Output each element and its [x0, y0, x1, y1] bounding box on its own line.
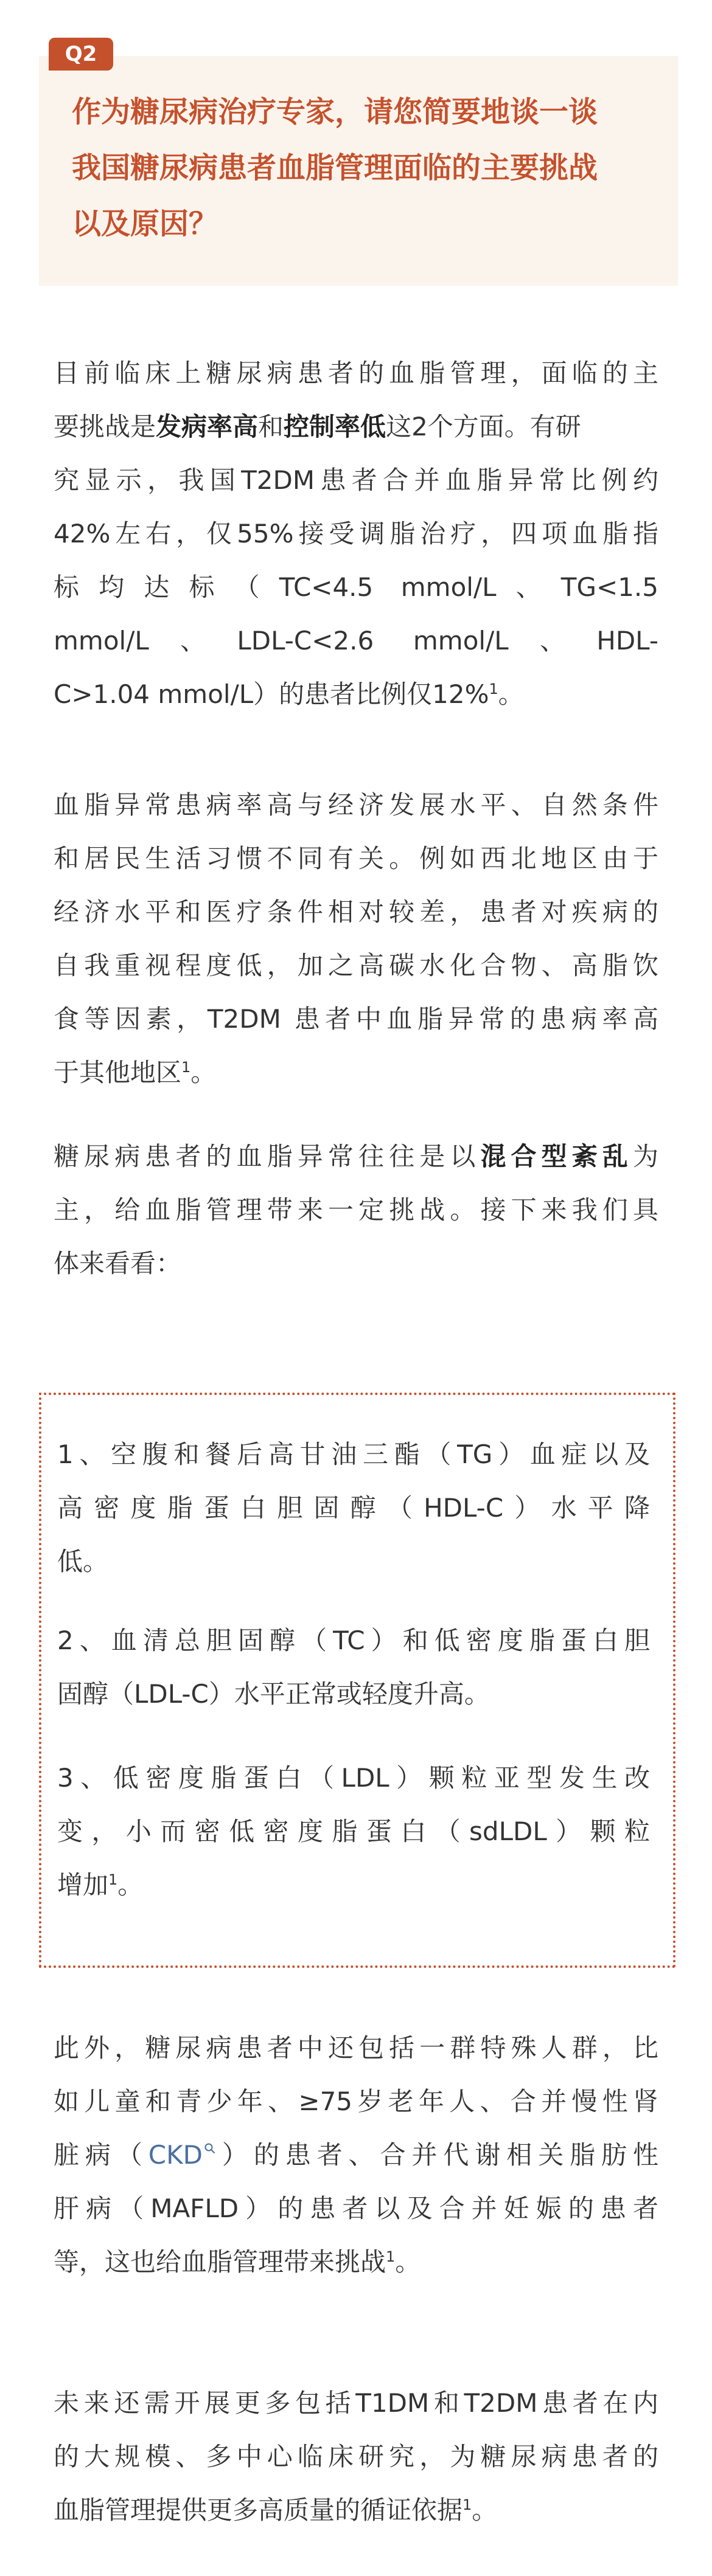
- text-line: 高密度脂蛋白胆固醇（HDL-C）水平降: [57, 1493, 650, 1523]
- text-line: [54, 1130, 658, 1183]
- text-line: 食等因素，T2DM 患者中血脂异常的患病率高: [54, 1004, 658, 1034]
- text-span: 糖尿病患者的血脂异常往往是以: [54, 1141, 481, 1171]
- paragraph-causes: [54, 778, 658, 1099]
- box-item-3: [57, 1751, 650, 1912]
- citation-marker: 1: [462, 2496, 472, 2513]
- text-span: ）的患者、合并代谢相关脂肪性: [216, 2140, 658, 2170]
- question-line: 我国糖尿病患者血脂管理面临的主要挑战: [72, 151, 598, 185]
- text-span: 等，这也给血脂管理带来挑战: [54, 2247, 386, 2277]
- text-line: 低。: [57, 1546, 109, 1576]
- search-icon[interactable]: [204, 2142, 216, 2155]
- text-span: C>1.04 mmol/L）的患者比例仅12%: [54, 679, 489, 709]
- ckd-search-link[interactable]: [148, 2140, 216, 2170]
- text-span: 于其他地区: [54, 1058, 182, 1087]
- question-title: [72, 84, 656, 252]
- text-line: 42%左右，仅55%接受调脂治疗，四项血脂指: [54, 519, 658, 549]
- text-line: 目前临床上糖尿病患者的血脂管理，面临的主: [54, 358, 658, 388]
- question-line: 以及原因？: [72, 207, 218, 241]
- text-span: 。: [395, 2247, 421, 2277]
- text-span: 。: [117, 1870, 144, 1900]
- text-line: [54, 2235, 658, 2289]
- box-item-1: [57, 1428, 650, 1588]
- emphasis-text: 发病率高: [156, 412, 259, 441]
- text-line: 1、空腹和餐后高甘油三酯（TG）血症以及: [57, 1439, 650, 1469]
- question-badge: Q2: [49, 38, 113, 71]
- text-line: 主，给血脂管理带来一定挑战。接下来我们具: [54, 1195, 658, 1225]
- text-line: [54, 2484, 658, 2537]
- text-span: 。: [498, 679, 524, 709]
- text-span: 和: [258, 412, 284, 441]
- text-span: 要挑战是: [54, 412, 156, 441]
- text-line: [54, 2128, 658, 2182]
- text-span: 为: [632, 1141, 658, 1171]
- citation-marker: 1: [181, 1059, 191, 1076]
- question-line: 作为糖尿病治疗专家，请您简要地谈一谈: [72, 95, 598, 129]
- text-span: 脏病（: [54, 2140, 148, 2170]
- text-line: 究显示，我国T2DM患者合并血脂异常比例约: [54, 465, 658, 495]
- paragraph-challenges: [54, 347, 658, 721]
- text-line: 自我重视程度低，加之高碳水化合物、高脂饮: [54, 950, 658, 980]
- text-line: 的大规模、多中心临床研究，为糖尿病患者的: [54, 2442, 658, 2471]
- paragraph-special-groups: [54, 2021, 658, 2289]
- paragraph-mixed-type: [54, 1130, 658, 1290]
- box-item-2: [57, 1614, 650, 1721]
- emphasis-text: 控制率低: [284, 412, 386, 441]
- text-line: 未来还需开展更多包括T1DM和T2DM患者在内: [54, 2388, 658, 2418]
- text-line: 变，小而密低密度脂蛋白（sdLDL）颗粒: [57, 1816, 650, 1846]
- text-line: 经济水平和医疗条件相对较差，患者对疾病的: [54, 897, 658, 927]
- text-line: 3、低密度脂蛋白（LDL）颗粒亚型发生改: [57, 1763, 650, 1793]
- text-line: 标均达标（TC<4.5 mmol/L、TG<1.5: [54, 572, 658, 602]
- text-line: 固醇（LDL-C）水平正常或轻度升高。: [57, 1679, 490, 1709]
- text-line: 体来看看：: [54, 1248, 182, 1278]
- text-span: 增加: [57, 1870, 109, 1900]
- text-line: 此外，糖尿病患者中还包括一群特殊人群，比: [54, 2033, 658, 2063]
- text-line: 血脂异常患病率高与经济发展水平、自然条件: [54, 790, 658, 820]
- text-line: [57, 1858, 650, 1912]
- text-line: [54, 400, 658, 454]
- text-line: mmol/L、LDL-C<2.6 mmol/L、HDL-: [54, 626, 658, 656]
- text-span: 。: [190, 1058, 217, 1087]
- emphasis-text: 混合型紊乱: [480, 1141, 633, 1171]
- text-line: 和居民生活习惯不同有关。例如西北地区由于: [54, 843, 658, 873]
- citation-marker: 1: [108, 1871, 118, 1888]
- text-line: 如儿童和青少年、≥75岁老年人、合并慢性肾: [54, 2086, 658, 2116]
- ckd-link-text[interactable]: CKD: [148, 2140, 203, 2170]
- paragraph-future-research: [54, 2377, 658, 2537]
- text-line: [54, 668, 658, 721]
- text-line: [54, 1046, 658, 1099]
- text-span: 血脂管理提供更多高质量的循证依据: [54, 2495, 463, 2525]
- citation-marker: 1: [489, 680, 498, 698]
- text-line: 2、血清总胆固醇（TC）和低密度脂蛋白胆: [57, 1626, 650, 1655]
- text-span: 这2个方面。有研: [386, 412, 581, 441]
- text-line: 肝病（MAFLD）的患者以及合并妊娠的患者: [54, 2193, 658, 2223]
- text-span: 。: [472, 2495, 498, 2525]
- citation-marker: 1: [386, 2248, 396, 2265]
